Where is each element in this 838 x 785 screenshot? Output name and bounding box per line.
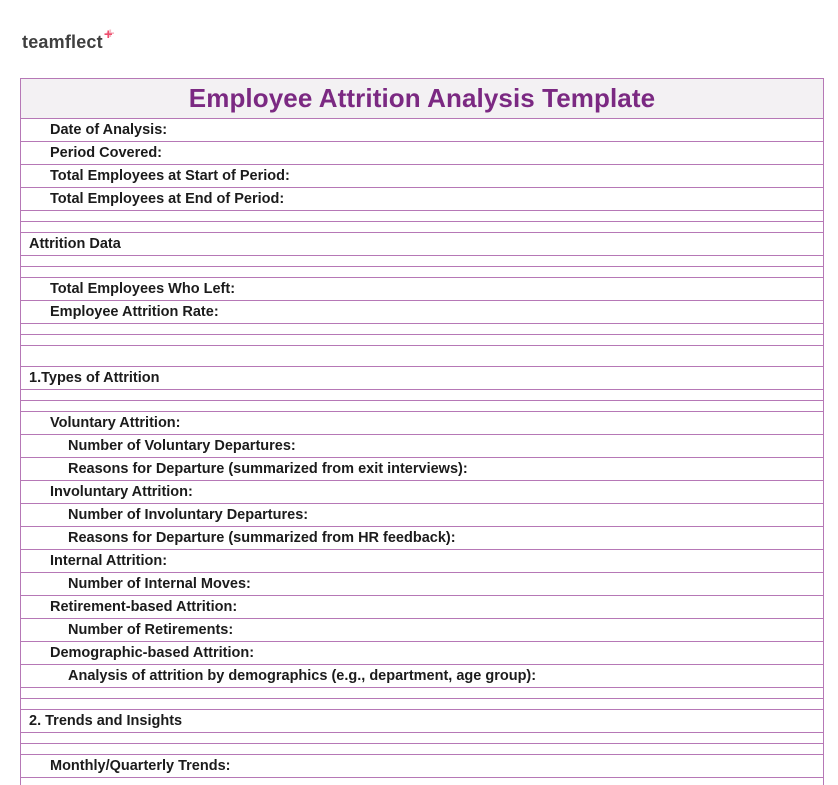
row-label: 2. Trends and Insights <box>29 713 183 729</box>
table-row-empty <box>21 688 823 699</box>
page-title: Employee Attrition Analysis Template <box>188 83 656 113</box>
table-row-empty <box>21 324 823 335</box>
table-row-empty <box>21 267 823 278</box>
row-label: Total Employees Who Left: <box>50 281 236 297</box>
table-row <box>21 481 823 504</box>
row-label: Involuntary Attrition: <box>50 484 193 500</box>
row-label: Retirement-based Attrition: <box>50 599 238 615</box>
table-row <box>21 435 823 458</box>
table-row <box>21 755 823 778</box>
row-label: Attrition Data <box>29 236 121 252</box>
row-label: Analysis of attrition by demographics (e.g., department, age group): <box>68 668 537 684</box>
table-row <box>21 119 823 142</box>
table-row <box>21 412 823 435</box>
table-title-row <box>21 79 823 119</box>
table-row-empty <box>21 733 823 744</box>
row-label: 1.Types of Attrition <box>29 370 160 386</box>
table-row-empty <box>21 222 823 233</box>
row-label: Voluntary Attrition: <box>50 415 181 431</box>
row-label: Reasons for Departure (summarized from HR feedback): <box>68 530 456 546</box>
row-label: Internal Attrition: <box>50 553 168 569</box>
table-row <box>21 665 823 688</box>
table-row <box>21 165 823 188</box>
teamflect-logo <box>22 26 113 52</box>
table-row <box>21 278 823 301</box>
table-row <box>21 504 823 527</box>
logo-text: teamflect <box>22 32 103 52</box>
table-row <box>21 596 823 619</box>
table-row-empty <box>21 401 823 412</box>
table-row-empty <box>21 346 823 367</box>
table-row <box>21 527 823 550</box>
logo-plus-icon: + <box>103 26 113 43</box>
row-label: Period Covered: <box>50 145 162 161</box>
table-row-empty <box>21 778 823 785</box>
row-label: Monthly/Quarterly Trends: <box>50 758 231 774</box>
row-label: Total Employees at End of Period: <box>50 191 285 207</box>
table-row <box>21 233 823 256</box>
row-label: Demographic-based Attrition: <box>50 645 255 661</box>
table-row-empty <box>21 744 823 755</box>
row-label: Number of Voluntary Departures: <box>68 438 296 454</box>
row-label: Number of Retirements: <box>68 622 234 638</box>
row-label: Reasons for Departure (summarized from exit interviews): <box>68 461 468 477</box>
table-row <box>21 142 823 165</box>
table-row-empty <box>21 390 823 401</box>
row-label: Number of Internal Moves: <box>68 576 251 592</box>
table-row <box>21 619 823 642</box>
table-row <box>21 458 823 481</box>
row-label: Number of Involuntary Departures: <box>68 507 309 523</box>
table-row <box>21 301 823 324</box>
table-row-empty <box>21 335 823 346</box>
table-row <box>21 573 823 596</box>
table-row <box>21 710 823 733</box>
table-row <box>21 188 823 211</box>
row-label: Employee Attrition Rate: <box>50 304 219 320</box>
table-row <box>21 642 823 665</box>
attrition-table-body <box>21 119 823 785</box>
table-row-empty <box>21 256 823 267</box>
row-label: Total Employees at Start of Period: <box>50 168 290 184</box>
table-row-empty <box>21 211 823 222</box>
row-label: Date of Analysis: <box>50 122 168 138</box>
table-row-empty <box>21 699 823 710</box>
table-row <box>21 367 823 390</box>
attrition-template-table <box>20 78 824 785</box>
table-row <box>21 550 823 573</box>
